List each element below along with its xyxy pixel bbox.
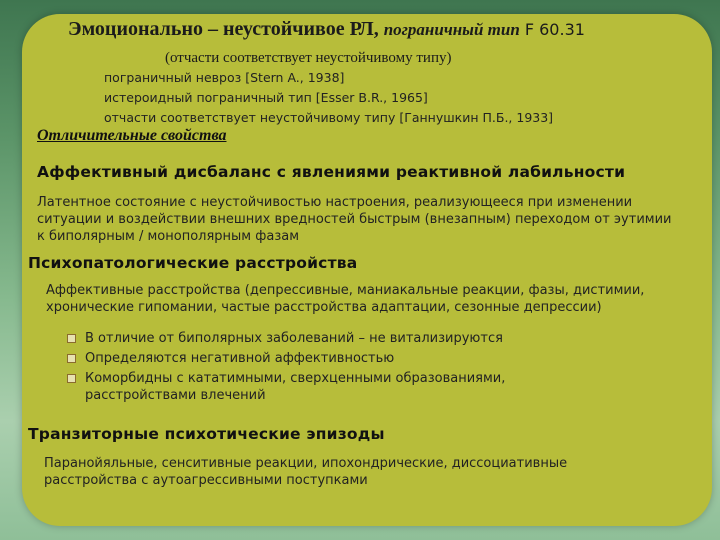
section1-text: Латентное состояние с неустойчивостью настроения, реализующееся при изменении ситуации и воздействии внешних вредностей быстрым (внезапным) переходом от эутимии к биполярным / монополярным фазам xyxy=(37,195,672,244)
reference-2: истероидный пограничный тип [Esser B.R., 1965] xyxy=(104,90,428,105)
section2-heading: Психопатологические расстройства xyxy=(28,254,358,272)
title-main: Эмоционально – неустойчивое РЛ xyxy=(68,18,374,40)
section2-text: Аффективные расстройства (депрессивные, маниакальные реакции, фазы, дистимии, хронические гипомании, частые расстройства адаптации, сезонные депрессии) xyxy=(46,283,645,315)
title-italic: пограничный тип xyxy=(383,20,520,39)
title-code: F 60.31 xyxy=(524,20,585,39)
reference-1: пограничный невроз [Stern A., 1938] xyxy=(104,70,345,85)
square-bullet-icon xyxy=(67,374,76,383)
slide-subtitle: (отчасти соответствует неустойчивому типу) xyxy=(165,50,452,66)
section3-heading: Транзиторные психотические эпизоды xyxy=(28,425,385,443)
section3-text: Паранойяльные, сенситивные реакции, ипохондрические, диссоциативные расстройства с аутоагрессивными поступками xyxy=(44,456,568,488)
section1-heading: Аффективный дисбаланс с явлениями реактивной лабильности xyxy=(37,163,626,181)
slide-title xyxy=(68,18,585,41)
square-bullet-icon xyxy=(67,334,76,343)
reference-3: отчасти соответствует неустойчивому типу [Ганнушкин П.Б., 1933] xyxy=(104,110,554,125)
distinguishing-heading: Отличительные свойства xyxy=(37,127,227,144)
square-bullet-icon xyxy=(67,354,76,363)
title-separator: , xyxy=(373,18,379,40)
